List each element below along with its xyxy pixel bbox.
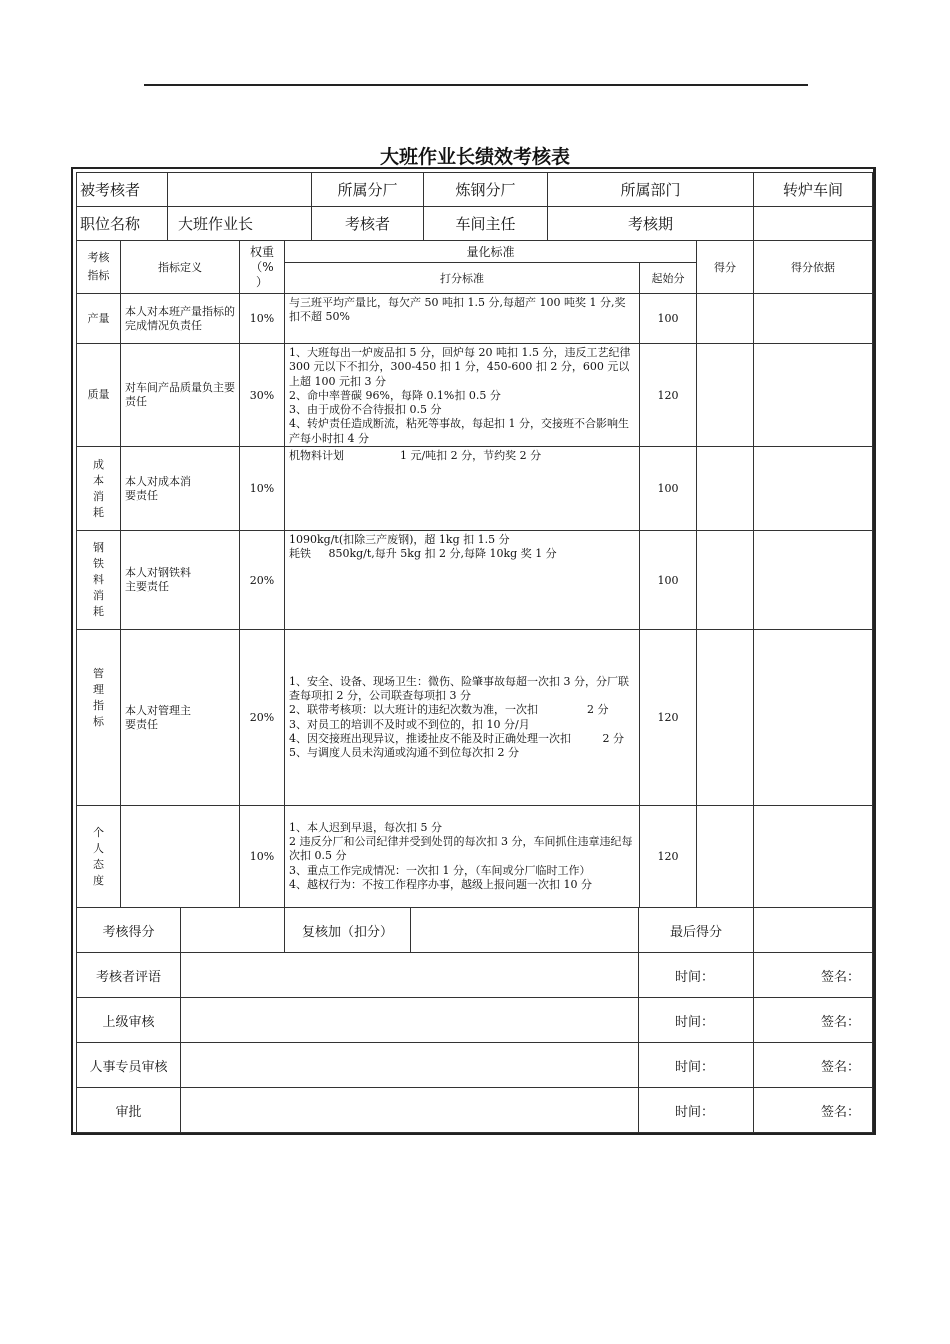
indicator-definition: 对车间产品质量负主要责任	[121, 344, 240, 447]
indicator-definition: 本人对本班产量指标的完成情况负责任	[121, 294, 240, 344]
start-score: 100	[640, 294, 697, 344]
scoring-standard: 1090kg/t(扣除三产废钢)，超 1kg 扣 1.5 分 耗铁 850kg/t,每升 5kg 扣 2 分,每降 10kg 奖 1 分	[285, 531, 640, 630]
basis-cell[interactable]	[754, 344, 873, 447]
header-rule	[144, 84, 808, 86]
start-score: 120	[640, 630, 697, 806]
indicator-header: 考核 指标	[77, 241, 121, 294]
score-header: 得分	[697, 241, 754, 294]
branch-field[interactable]: 炼钢分厂	[424, 173, 548, 207]
table-row	[77, 806, 873, 908]
basis-cell[interactable]	[754, 531, 873, 630]
review-label: 复核加（扣分）	[285, 908, 411, 953]
start-header: 起始分	[640, 263, 697, 294]
start-score: 120	[640, 344, 697, 447]
time-label: 时间：	[639, 1088, 754, 1133]
review-field[interactable]	[411, 908, 639, 953]
score-cell[interactable]	[697, 806, 754, 908]
indicator-weight: 20%	[240, 630, 285, 806]
basis-cell[interactable]	[754, 447, 873, 531]
approval-table	[76, 907, 873, 1133]
sign-label: 签名：	[754, 1088, 873, 1133]
indicator-definition	[121, 806, 240, 908]
score-cell[interactable]	[697, 294, 754, 344]
position-label: 职位名称	[77, 207, 168, 241]
time-label: 时间：	[639, 1043, 754, 1088]
scoring-standard: 与三班平均产量比，每欠产 50 吨扣 1.5 分,每超产 100 吨奖 1 分,奖扣不超 50%	[285, 294, 640, 344]
scoring-standard: 1、安全、设备、现场卫生：微伤、险肇事故每超一次扣 3 分，分厂联查每项扣 2 分，公司联查每项扣 3 分 2、联带考核项：以大班计的违纪次数为准，一次扣 2 分 3、对员工的培训不及时或不到位的，扣 10 分/月 4、因交接班出现异议，推诿扯皮不能及时正确处理一次扣 2 分 5、与调度人员未沟通或沟通不到位每次扣 2 分	[285, 630, 640, 806]
sign-label: 签名：	[754, 1043, 873, 1088]
start-score: 100	[640, 531, 697, 630]
sign-label: 签名：	[754, 953, 873, 998]
table-row	[77, 294, 873, 344]
score-cell[interactable]	[697, 630, 754, 806]
time-label: 时间：	[639, 998, 754, 1043]
indicator-name: 质量	[77, 344, 121, 447]
approval-label: 人事专员审核	[77, 1043, 181, 1088]
start-score: 100	[640, 447, 697, 531]
indicator-name: 产量	[77, 294, 121, 344]
form-title: 大班作业长绩效考核表	[379, 146, 570, 168]
indicator-weight: 30%	[240, 344, 285, 447]
basis-cell[interactable]	[754, 294, 873, 344]
approval-label: 上级审核	[77, 998, 181, 1043]
table-row	[77, 531, 873, 630]
comment-field[interactable]	[181, 998, 639, 1043]
indicator-name: 个 人 态 度	[77, 806, 121, 908]
definition-header: 指标定义	[121, 241, 240, 294]
period-label: 考核期	[548, 207, 754, 241]
approval-label: 考核者评语	[77, 953, 181, 998]
final-score-field[interactable]	[754, 908, 873, 953]
dept-field[interactable]: 转炉车间	[754, 173, 873, 207]
scoring-standard: 1、本人迟到早退，每次扣 5 分 2 违反分厂和公司纪律并受到处罚的每次扣 3 分，车间抓住违章违纪每次扣 0.5 分 3、重点工作完成情况：一次扣 1 分，（车间或分厂临时工作） 4、越权行为：不按工作程序办事，越级上报问题一次扣 10 分	[285, 806, 640, 908]
score-cell[interactable]	[697, 344, 754, 447]
indicator-weight: 10%	[240, 447, 285, 531]
position-field[interactable]: 大班作业长	[168, 207, 312, 241]
indicator-name: 成 本 消 耗	[77, 447, 121, 531]
examiner-field[interactable]: 车间主任	[424, 207, 548, 241]
basis-cell[interactable]	[754, 806, 873, 908]
examinee-field[interactable]	[168, 173, 312, 207]
approval-label: 审批	[77, 1088, 181, 1133]
table-row	[77, 344, 873, 447]
scoring-header: 打分标准	[285, 263, 640, 294]
basis-cell[interactable]	[754, 630, 873, 806]
info-table	[76, 172, 873, 241]
quant-header: 量化标准	[285, 241, 697, 263]
indicator-weight: 10%	[240, 294, 285, 344]
score-cell[interactable]	[697, 531, 754, 630]
examinee-label: 被考核者	[77, 173, 168, 207]
scoring-standard: 机物料计划 1 元/吨扣 2 分，节约奖 2 分	[285, 447, 640, 531]
start-score: 120	[640, 806, 697, 908]
time-label: 时间：	[639, 953, 754, 998]
table-row	[77, 630, 873, 806]
comment-field[interactable]	[181, 1043, 639, 1088]
score-label: 考核得分	[77, 908, 181, 953]
indicator-name: 管 理 指 标	[77, 630, 121, 806]
sign-label: 签名：	[754, 998, 873, 1043]
indicator-definition: 本人对钢铁料 主要责任	[121, 531, 240, 630]
comment-field[interactable]	[181, 953, 639, 998]
comment-field[interactable]	[181, 1088, 639, 1133]
score-cell[interactable]	[697, 447, 754, 531]
final-score-label: 最后得分	[639, 908, 754, 953]
weight-header: 权重 （% ）	[240, 241, 285, 294]
scoring-standard: 1、大班每出一炉废品扣 5 分，回炉每 20 吨扣 1.5 分，违反工艺纪律 300 元以下不扣分，300-450 扣 1 分，450-600 扣 2 分，600 元以上超 100 元扣 3 分 2、命中率普碳 96%，每降 0.1%扣 0.5 分 3、由于成份不合待报扣 0.5 分 4、转炉责任造成断流，粘死等事故，每起扣 1 分，交接班不合影响生产每小时扣 4 分	[285, 344, 640, 447]
indicator-table	[76, 240, 873, 908]
indicator-weight: 20%	[240, 531, 285, 630]
basis-header: 得分依据	[754, 241, 873, 294]
score-total-field[interactable]	[181, 908, 285, 953]
dept-label: 所属部门	[548, 173, 754, 207]
branch-label: 所属分厂	[312, 173, 424, 207]
indicator-definition: 本人对成本消 要责任	[121, 447, 240, 531]
table-row	[77, 447, 873, 531]
indicator-weight: 10%	[240, 806, 285, 908]
period-field[interactable]	[754, 207, 873, 241]
indicator-name: 钢 铁 料 消 耗	[77, 531, 121, 630]
indicator-definition: 本人对管理主 要责任	[121, 630, 240, 806]
examiner-label: 考核者	[312, 207, 424, 241]
